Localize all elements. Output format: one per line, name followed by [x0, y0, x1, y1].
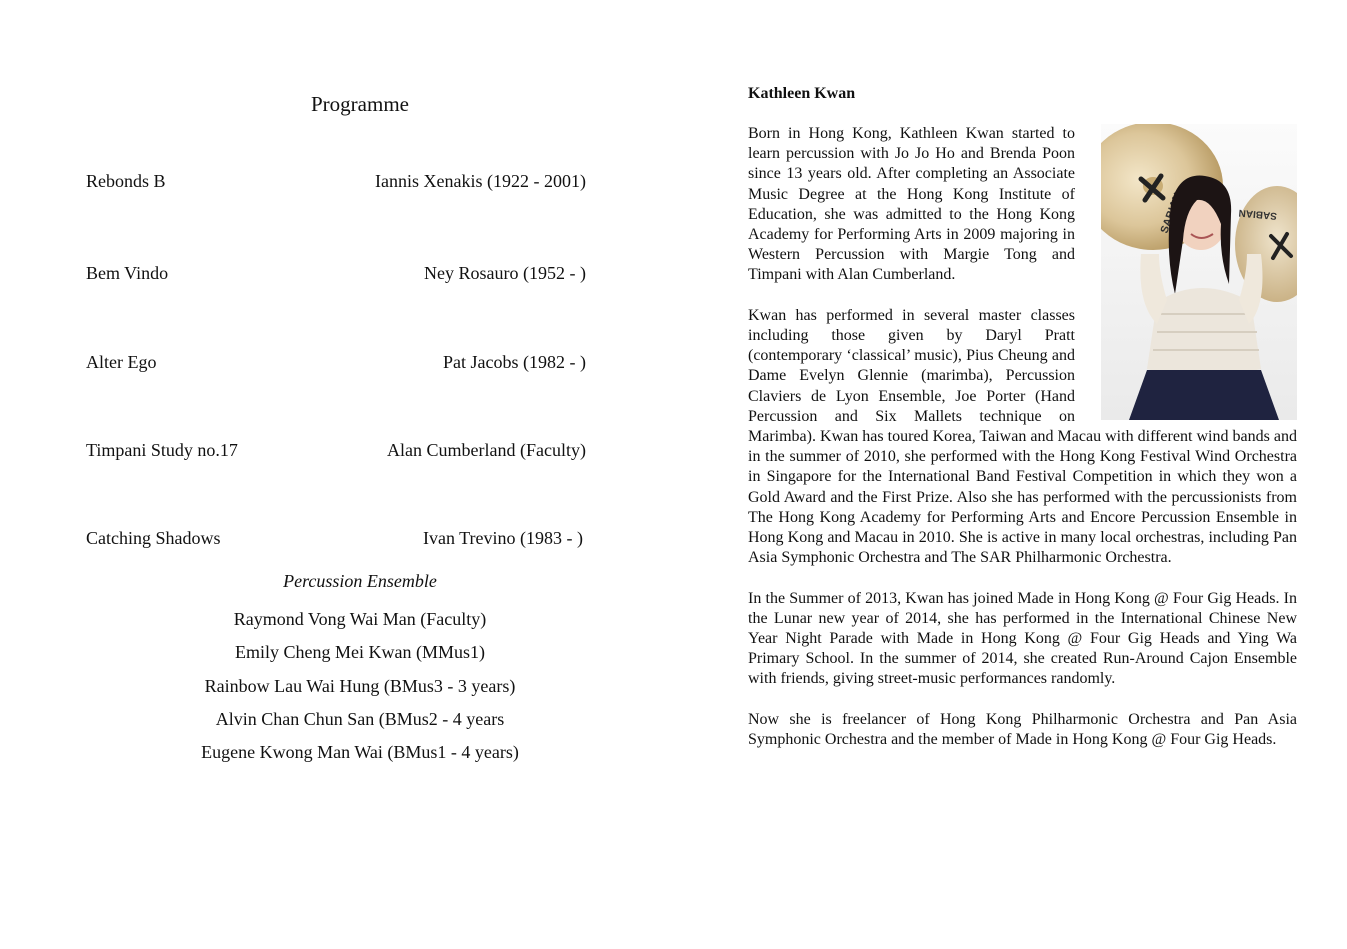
programme-item — [86, 352, 586, 373]
biography-text — [748, 124, 1297, 770]
ensemble-member: Emily Cheng Mei Kwan (MMus1) — [235, 642, 485, 662]
piece-title: Alter Ego — [86, 352, 157, 372]
programme-item — [86, 263, 586, 284]
piece-title: Timpani Study no.17 — [86, 440, 238, 460]
cymbal-brand: SABIAN — [1238, 206, 1278, 222]
programme-item — [86, 440, 586, 461]
biography-paragraph: Kwan has performed in several master classes including those given by Daryl Pratt (contemporary ‘classical’ music), Pius Cheung and Dame Evelyn Glennie (marimba), Percussion Claviers de Lyon Ensemble, Joe Porter (Hand Percussion and Six Mallets technique on Marimba). Kwan has toured Korea, Taiwan and Macau with different wind bands and in the summer of 2010, she performed with the Hong Kong Festival Wind Orchestra in Singapore for the International Band Festival Competition in which they won a Gold Award and the First Prize. Also she has performed with the percussionists from The Hong Kong Academy for Performing Arts and Encore Percussion Ensemble in Hong Kong and Macau in 2010. She is active in many local orchestras, including Pan Asia Symphonic Orchestra and The SAR Philharmonic Orchestra. — [748, 306, 1297, 567]
programme-item — [86, 528, 583, 549]
piece-title: Catching Shadows — [86, 528, 221, 548]
ensemble-title: Percussion Ensemble — [283, 571, 437, 591]
performer-name: Kathleen Kwan — [748, 85, 856, 102]
piece-composer: Alan Cumberland (Faculty) — [387, 440, 586, 460]
piece-title: Bem Vindo — [86, 263, 169, 283]
biography-page — [748, 0, 1297, 949]
ensemble-member: Alvin Chan Chun San (BMus2 - 4 years — [215, 709, 505, 729]
programme-title: Programme — [311, 92, 409, 116]
biography-paragraph: Born in Hong Kong, Kathleen Kwan started to learn percussion with Jo Jo Ho and Brenda Poon since 13 years old. After completing an Associate Music Degree at the Hong Kong Institute of Education, she was admitted to the Hong Kong Academy for Performing Arts in 2009 majoring in Western Percussion with Margie Tong and Timpani with Alan Cumberland. — [748, 125, 1075, 284]
piece-composer: Pat Jacobs (1982 - ) — [443, 352, 586, 372]
piece-composer: Ivan Trevino (1983 - ) — [423, 528, 583, 548]
ensemble-member: Eugene Kwong Man Wai (BMus1 - 4 years) — [201, 742, 519, 762]
ensemble-member: Rainbow Lau Wai Hung (BMus3 - 3 years) — [204, 676, 516, 696]
biography-paragraph: Now she is freelancer of Hong Kong Philharmonic Orchestra and Pan Asia Symphonic Orchestra and the member of Made in Hong Kong @ Four Gig Heads. — [748, 710, 1297, 749]
ensemble-member: Raymond Vong Wai Man (Faculty) — [233, 609, 487, 629]
programme-item — [86, 171, 586, 192]
piece-title: Rebonds B — [86, 171, 166, 191]
biography-paragraph: In the Summer of 2013, Kwan has joined Made in Hong Kong @ Four Gig Heads. In the Lunar new year of 2014, she has performed in the International Chinese New Year Night Parade with Made in Hong Kong @ Four Gig Heads and Ying Wa Primary School. In the summer of 2014, she created Run-Around Cajon Ensemble with friends, giving street-music performances randomly. — [748, 589, 1297, 688]
piece-composer: Ney Rosauro (1952 - ) — [424, 263, 586, 283]
piece-composer: Iannis Xenakis (1922 - 2001) — [375, 171, 586, 191]
performer-photo — [1101, 124, 1297, 420]
